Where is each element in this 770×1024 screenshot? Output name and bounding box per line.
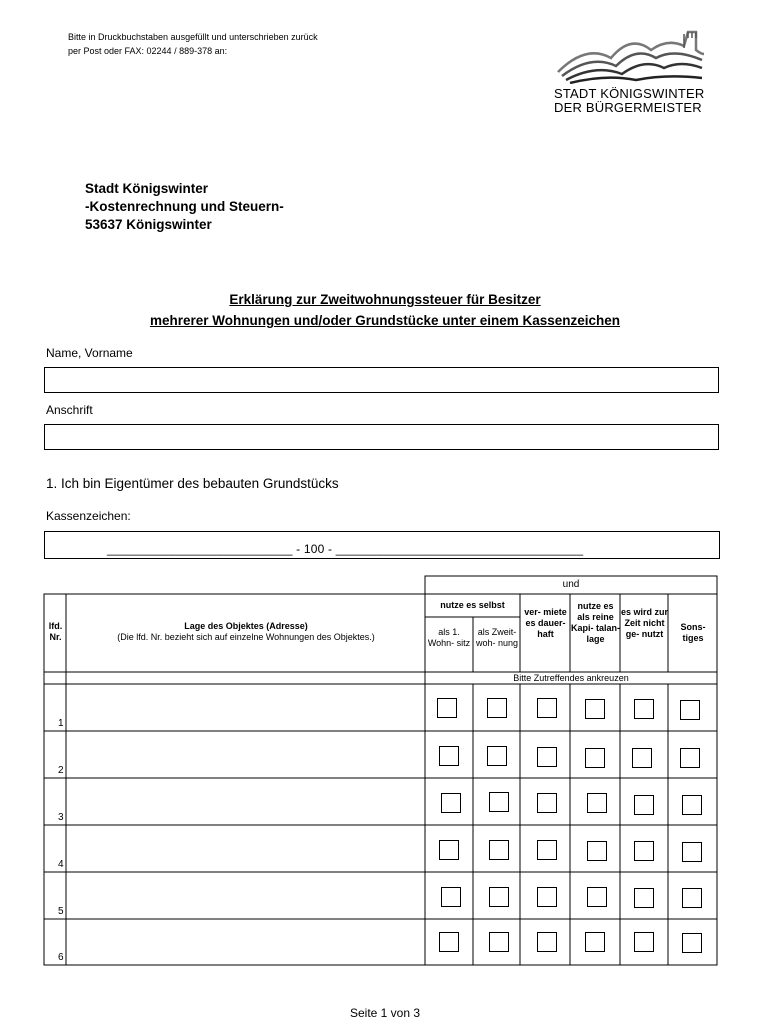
checkbox-row2-kapitalanlage[interactable] (585, 748, 605, 768)
form-title-line-1: Erklärung zur Zweitwohnungssteuer für Besitzer (229, 292, 541, 307)
section-1-heading: 1. Ich bin Eigentümer des bebauten Grundstücks (46, 476, 339, 491)
col-header-nr: lfd. Nr. (48, 621, 63, 642)
checkbox-row1-vermiete[interactable] (537, 698, 557, 718)
checkbox-row5-sonstiges[interactable] (682, 888, 702, 908)
checkbox-row3-nicht-genutzt[interactable] (634, 795, 654, 815)
checkbox-row3-sonstiges[interactable] (682, 795, 702, 815)
row-5-address-input[interactable] (68, 874, 423, 917)
group-header-selbst: nutze es selbst (440, 600, 505, 610)
checkbox-row5-kapitalanlage[interactable] (587, 887, 607, 907)
checkbox-row1-kapitalanlage[interactable] (585, 699, 605, 719)
checkbox-row6-zweitwohnung[interactable] (489, 932, 509, 952)
row-2-address-input[interactable] (68, 733, 423, 776)
checkbox-row6-wohnsitz[interactable] (439, 932, 459, 952)
col-header-lage (67, 621, 425, 643)
col-header-lage-title: Lage des Objektes (Adresse) (184, 621, 308, 631)
address-label: Anschrift (46, 403, 93, 417)
checkbox-row6-sonstiges[interactable] (682, 933, 702, 953)
checkbox-row4-kapitalanlage[interactable] (587, 841, 607, 861)
checkbox-row6-nicht-genutzt[interactable] (634, 932, 654, 952)
checkbox-row1-nicht-genutzt[interactable] (634, 699, 654, 719)
checkbox-row1-wohnsitz[interactable] (437, 698, 457, 718)
checkbox-row6-kapitalanlage[interactable] (585, 932, 605, 952)
checkbox-row4-nicht-genutzt[interactable] (634, 841, 654, 861)
col-header-kapitalanlage: nutze es als reine Kapi- talan- lage (571, 601, 621, 644)
checkbox-row6-vermiete[interactable] (537, 932, 557, 952)
page-number: Seite 1 von 3 (349, 1006, 421, 1020)
row-number: 4 (58, 859, 64, 870)
checkbox-row4-sonstiges[interactable] (682, 842, 702, 862)
checkbox-row1-sonstiges[interactable] (680, 700, 700, 720)
row-number: 5 (58, 906, 64, 917)
col-header-nicht-genutzt: es wird zur Zeit nicht ge- nutzt (621, 607, 669, 639)
instruction-line-2: per Post oder FAX: 02244 / 889-378 an: (68, 46, 228, 56)
checkbox-row2-zweitwohnung[interactable] (487, 746, 507, 766)
row-number: 1 (58, 718, 64, 729)
hint-row: Bitte Zutreffendes ankreuzen (513, 673, 629, 683)
kassenzeichen-template: ___________________________ - 100 - ____________________________________ (107, 542, 584, 556)
col-header-wohnsitz: als 1. Wohn- sitz (427, 627, 471, 648)
checkbox-row5-vermiete[interactable] (537, 887, 557, 907)
row-1-address-input[interactable] (68, 686, 423, 729)
recipient-line-1: Stadt Königswinter (85, 181, 209, 196)
col-header-zweitwohnung: als Zweit- woh- nung (475, 627, 519, 648)
checkbox-row3-zweitwohnung[interactable] (489, 792, 509, 812)
row-3-address-input[interactable] (68, 780, 423, 823)
checkbox-row5-wohnsitz[interactable] (441, 887, 461, 907)
recipient-line-2: -Kostenrechnung und Steuern- (85, 199, 284, 214)
checkbox-row2-wohnsitz[interactable] (439, 746, 459, 766)
checkbox-row4-vermiete[interactable] (537, 840, 557, 860)
instruction-line-1: Bitte in Druckbuchstaben ausgefüllt und unterschrieben zurück (68, 32, 318, 42)
checkbox-row4-zweitwohnung[interactable] (489, 840, 509, 860)
logo-text-line-2: DER BÜRGERMEISTER (554, 100, 702, 115)
checkbox-row3-kapitalanlage[interactable] (587, 793, 607, 813)
checkbox-row3-vermiete[interactable] (537, 793, 557, 813)
checkbox-row3-wohnsitz[interactable] (441, 793, 461, 813)
checkbox-row5-nicht-genutzt[interactable] (634, 888, 654, 908)
checkbox-row1-zweitwohnung[interactable] (487, 698, 507, 718)
checkbox-row2-sonstiges[interactable] (680, 748, 700, 768)
form-title-line-2: mehrerer Wohnungen und/oder Grundstücke unter einem Kassenzeichen (149, 313, 621, 328)
checkbox-row5-zweitwohnung[interactable] (489, 887, 509, 907)
checkbox-row4-wohnsitz[interactable] (439, 840, 459, 860)
kassenzeichen-label: Kassenzeichen: (46, 509, 131, 523)
col-header-vermiete: ver- miete es dauer- haft (524, 607, 567, 639)
checkbox-row2-vermiete[interactable] (537, 747, 557, 767)
recipient-line-3: 53637 Königswinter (85, 217, 212, 232)
und-header: und (562, 579, 580, 590)
name-label: Name, Vorname (46, 346, 133, 360)
col-header-lage-subtitle: (Die lfd. Nr. bezieht sich auf einzelne Wohnungen des Objektes.) (117, 632, 375, 642)
row-number: 3 (58, 812, 64, 823)
row-number: 6 (58, 952, 64, 963)
checkbox-row2-nicht-genutzt[interactable] (632, 748, 652, 768)
col-header-sonstiges: Sons- tiges (680, 622, 706, 643)
row-6-address-input[interactable] (68, 921, 423, 963)
logo-text-line-1: STADT KÖNIGSWINTER (554, 86, 705, 101)
row-4-address-input[interactable] (68, 827, 423, 870)
row-number: 2 (58, 765, 64, 776)
